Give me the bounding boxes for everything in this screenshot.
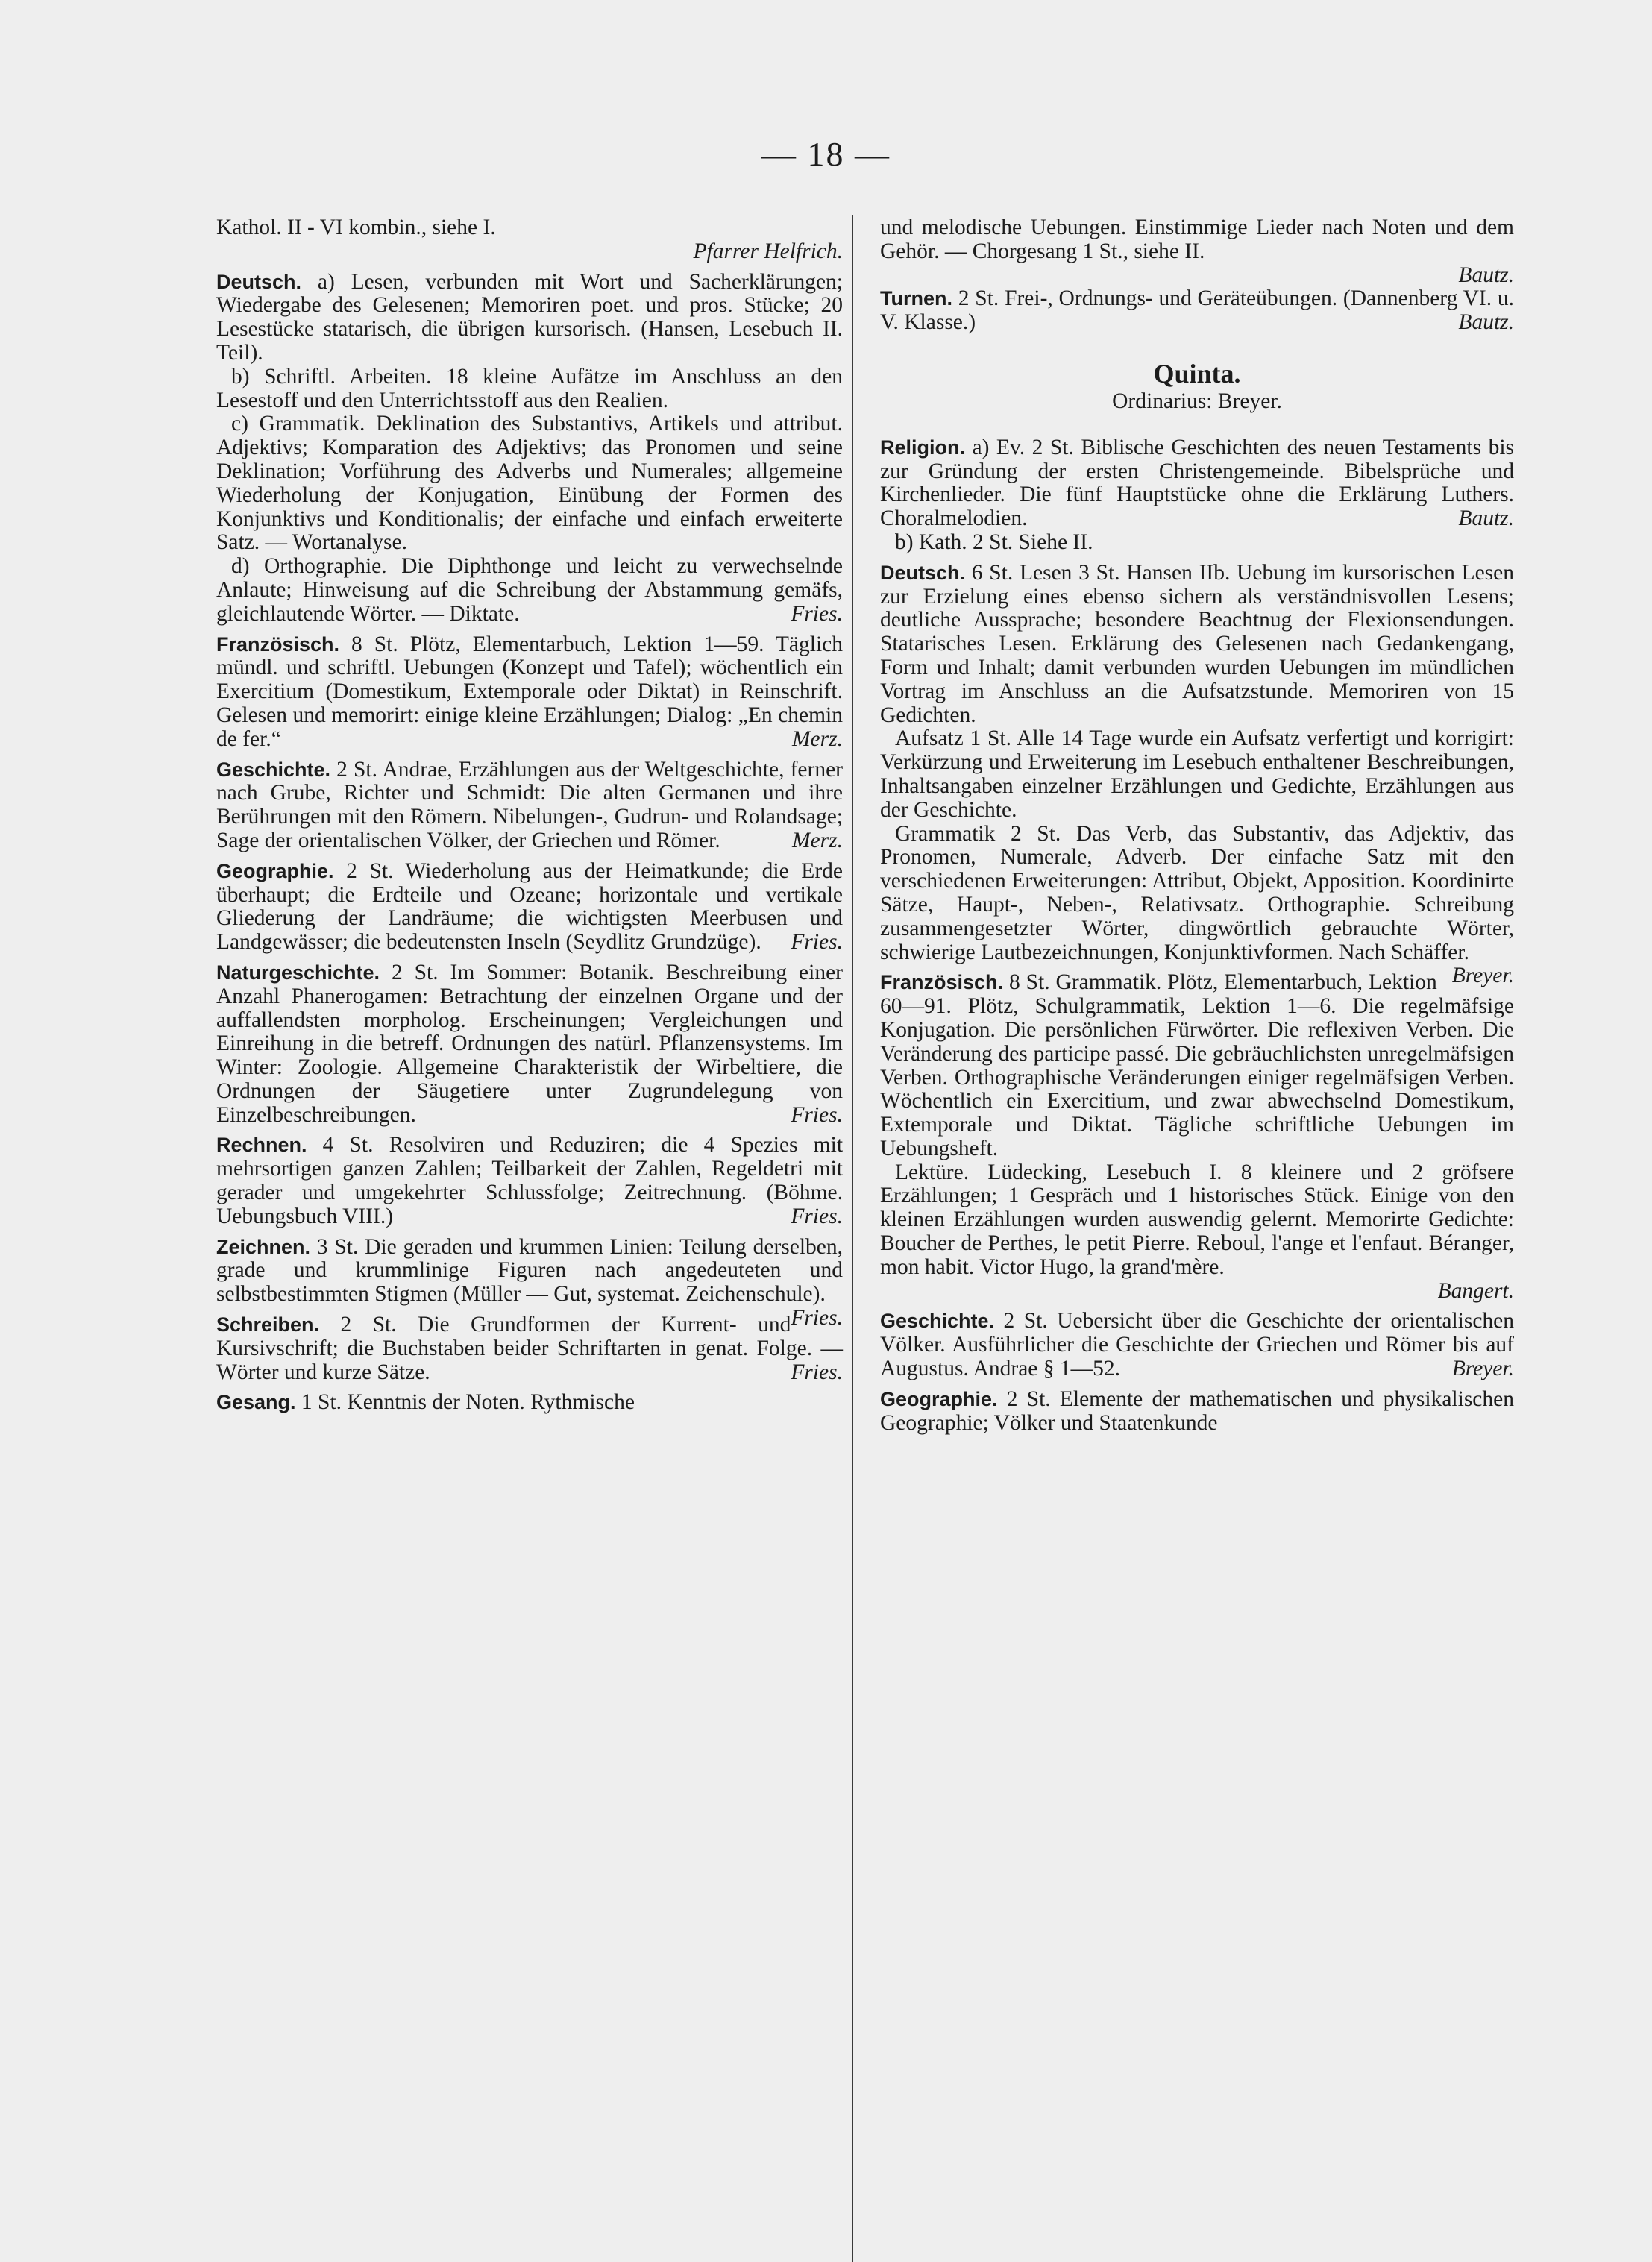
geo-entry [216,860,843,955]
column-divider [852,215,853,2262]
signature: Fries. [791,930,843,955]
geo-text: 2 St. Elemente der mathematischen und physikalischen Geographie; Völker und Staatenkunde [880,1386,1514,1435]
signature: Fries. [791,1102,843,1127]
aufsatz-text: Aufsatz 1 St. Alle 14 Tage wurde ein Aufsatz verfertigt und korrigirt: Verkürzung und Erweiterung im Lesebuch enthaltener Beschreibungen, Inhaltsangaben einzelner Erzählungen und Gedichte, Erzählungen aus der Geschichte. [880,726,1514,822]
subject-label: Französisch. [216,632,340,656]
rel-entry [880,436,1514,531]
rech-entry [216,1134,843,1228]
kathol-entry [216,216,843,240]
schreib-text: 2 St. Die Grundformen der Kurrent- und Kursivschrift; die Buchstaben beider Schriftarten in genat. Folge. — Wörter und kurze Sätze. [216,1313,843,1384]
deutsch-entry [216,271,843,365]
signature: Fries. [791,1204,843,1228]
subject-label: Rechnen. [216,1134,307,1157]
gesch-text: 2 St. Uebersicht über die Geschichte der orientalischen Völker. Ausführlicher die Geschichte der Griechen und Römer bis auf Augustus. Andrae § 1—52. [880,1309,1514,1381]
gesch-text: 2 St. Andrae, Erzählungen aus der Weltgeschichte, ferner nach Grube, Richter und Schmidt: Die alten Germanen und ihre Berührungen mit den Römern. Nibelungen-, Gudrun- und Rolandsage; Sage der orientalischen Völker, der Griechen und Römer. [216,757,843,852]
gesch-entry [880,1310,1514,1380]
deutsch-entry [880,562,1514,728]
subject-label: Geschichte. [216,758,331,781]
subject-label: Gesang. [216,1391,296,1414]
turnen-entry [880,287,1514,335]
subject-label: Naturgeschichte. [216,961,380,984]
schreib-entry [216,1313,843,1384]
deutsch-a-text: a) Lesen, verbunden mit Wort und Sacherklärungen; Wiedergabe des Gelesenen; Memoriren poet. und pros. Stücke; 20 Lesestücke statarisch, die übrigen kursorisch. (Hansen, Lesebuch II. Teil). [216,269,843,365]
signature: Breyer. [1451,964,1514,988]
geo-entry [880,1388,1514,1436]
natur-entry [216,961,843,1128]
gesang-entry [216,1391,843,1415]
signature: Merz. [791,726,843,751]
deutsch-c-entry [216,412,843,555]
signature: Merz. [791,828,843,852]
signature: Bautz. [1458,310,1514,335]
deutsch-b-text: b) Schriftl. Arbeiten. 18 kleine Aufätze im Anschluss an den Lesestoff und den Unterrichtsstoff aus den Realien. [216,364,843,412]
subject-label: Geographie. [216,859,334,882]
left-column [216,216,843,1415]
zeich-text: 3 St. Die geraden und krummen Linien: Teilung derselben, grade und krummlinige Figuren nach angedeuteten und selbstbestimmten Stigmen (Müller — Gut, systemat. Zeichenschule). [216,1234,844,1307]
subject-label: Religion. [880,436,965,459]
natur-text: 2 St. Im Sommer: Botanik. Beschreibung einer Anzahl Phanerogamen: Betrachtung der einzelnen Organe und der auffallendsten morpholog. Erscheinungen; Vergleichungen und Einreihung in die betreff. Ordnungen des natürl. Pflanzensystems. Im Winter: Zoologie. Allgemeine Charakteristik der Wirbeltiere, die Ordnungen der Säugetiere unter Zugrundelegung von Einzelbeschreibungen. [216,960,843,1127]
ordinarius: Ordinarius: Breyer. [1112,389,1282,413]
signature: Bangert. [1437,1278,1514,1303]
deutsch-d-entry [216,555,843,626]
kathol-text: Kathol. II - VI kombin., siehe I. [216,216,496,239]
signature: Breyer. [1451,1357,1514,1381]
signature: Pfarrer Helfrich. [693,239,843,263]
geo-text: 2 St. Wiederholung aus der Heimatkunde; die Erde überhaupt; die Erdteile und Ozeane; horizontale und vertikale Gliederung der Landräume; die wichtigsten Meerbusen und Landgewässer; die bedeutensten Inseln (Seydlitz Grundzüge). [216,858,843,955]
subject-label: Geographie. [880,1387,998,1410]
gramm-text: Grammatik 2 St. Das Verb, das Substantiv, das Adjektiv, das Pronomen, Numerale, Adverb. Der einfache Satz mit den verschiedenen Erweiterungen: Attribut, Objekt, Apposition. Koordinirte Sätze, Haupt-, Neben-, Relativsatz. Orthographie. Schreibung zusammengesetzter Wörter, dingwörtlich gebrauchte Wörter, schwierige Lautbezeichnungen, Konjunktivformen. Nach Schäffer. [880,821,1514,964]
deutsch-b-entry [216,365,843,413]
aufsatz-entry [880,727,1514,822]
subject-label: Französisch. [880,971,1004,994]
deutsch-d-text: d) Orthographie. Die Diphthonge und leicht zu verwechselnde Anlaute; Hinweisung auf die Schreibung der Abstammung gemäfs, gleichlautende Wörter. — Diktate. [216,554,843,626]
rech-text: 4 St. Resolviren und Reduziren; die 4 Spezies mit mehrsortigen ganzen Zahlen; Teilbarkeit der Zahlen, Regeldetri mit gerader und umgekehrter Schlussfolge; Zeitrechnung. (Böhme. Uebungsbuch VIII.) [216,1133,844,1228]
franz-text: 8 St. Grammatik. Plötz, Elementarbuch, Lektion 60—91. Plötz, Schulgrammatik, Lektion 1—6. Die regelmäfsige Konjugation. Die persönlichen Fürwörter. Die reflexiven Verben. Die Veränderung des participe passé. Die gebräuchlichsten unregelmäfsigen Verben. Orthographische Veränderungen einiger regelmäfsigen Verben. Wöchentlich ein Exercitium, und zwar abwechselnd Domestikum, Extemporale und Diktat. Tägliche schriftliche Uebungen im Uebungsheft. [880,970,1514,1160]
subject-label: Zeichnen. [216,1235,311,1258]
franz-entry [880,971,1514,1160]
gesang-cont-text: und melodische Uebungen. Einstimmige Lieder nach Noten und dem Gehör. — Chorgesang 1 St., siehe II. [880,216,1514,263]
signature: Bautz. [1458,506,1514,531]
lekt-entry [880,1161,1514,1280]
franz-entry [216,633,843,752]
gesch-entry [216,758,843,853]
subject-label: Schreiben. [216,1313,320,1336]
right-column [880,216,1514,1435]
subject-label: Turnen. [880,287,952,310]
rel-text: a) Ev. 2 St. Biblische Geschichten des neuen Testaments bis zur Gründung der ersten Christengemeinde. Bibelsprüche und Kirchenlieder. Die fünf Hauptstücke ohne die Erklärung Luthers. Choralmelodien. [880,435,1514,531]
deutsch-text: 6 St. Lesen 3 St. Hansen IIb. Uebung im kursorischen Lesen zur Erzielung eines ebenso sichern als verständnisvollen Lesens; deutliche Aussprache; besondere Beachtnug der Flexionsendungen. Statarisches Lesen. Erklärung des Gelesenen nach Gedankengang, Form und Inhalt; damit verbunden wurden Uebungen im mündlichen Vortrag im Anschluss an die Aufsatzstunde. Memoriren von 15 Gedichten. [880,560,1515,727]
subject-label: Deutsch. [216,270,302,293]
rel-b-entry [880,531,1514,555]
rel-b-text: b) Kath. 2 St. Siehe II. [895,530,1093,554]
subject-label: Deutsch. [880,561,966,584]
deutsch-c-text: c) Grammatik. Deklination des Substantivs, Artikels und attribut. Adjektivs; Komparation des Adjektivs; das Pronomen und seine Deklination; Vorführung des Adverbs und Numerales; allgemeine Wiederholung der Konjugation, Einübung der Formen des Konjunktivs und Konditionalis; der einfache und einfach erweiterte Satz. — Wortanalyse. [216,412,843,555]
turnen-text: 2 St. Frei-, Ordnungs- und Geräteübungen. (Dannenberg VI. u. V. Klasse.) [880,286,1514,335]
gesang-cont-entry [880,216,1514,264]
section-title: Quinta. [1153,358,1241,389]
signature: Fries. [791,601,843,626]
subject-label: Geschichte. [880,1310,995,1333]
signature: Fries. [791,1360,843,1384]
page-number: — 18 — [761,135,891,173]
franz-text: 8 St. Plötz, Elementarbuch, Lektion 1—59. Täglich mündl. und schriftl. Uebungen (Konzept und Tafel); wöchentlich ein Exercitium (Domestikum, Extemporale oder Diktat) in Reinschrift. Gelesen und memorirt: einige kleine Erzählungen; Dialog: „En chemin de fer.“ [216,632,844,751]
signature: Bautz. [1458,263,1514,287]
signature: Fries. [791,1306,843,1331]
lekt-text: Lektüre. Lüdecking, Lesebuch I. 8 kleinere und 2 gröfsere Erzählungen; 1 Gespräch und 1 historisches Stück. Einige von den kleinen Erzählungen wurden auswendig gelernt. Memorirte Gedichte: Boucher de Perthes, le petit Pierre. Reboul, l'ange et l'enfaut. Béranger, mon habit. Victor Hugo, la grand'mère. [880,1160,1514,1279]
gesang-text: 1 St. Kenntnis der Noten. Rythmische [301,1390,635,1415]
